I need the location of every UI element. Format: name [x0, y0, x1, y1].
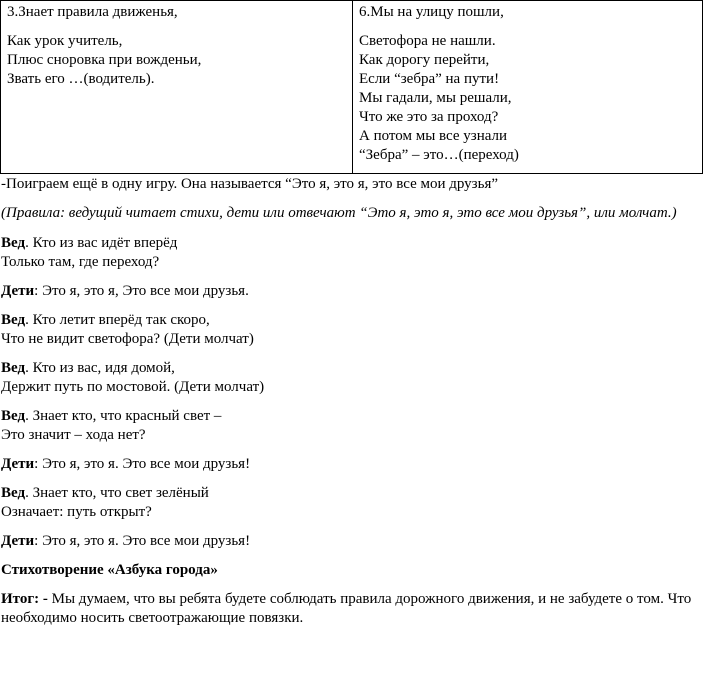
speaker-separator: . [25, 360, 29, 376]
dialogue-line: Кто из вас идёт вперёд [28, 235, 178, 251]
dialogue-paragraph [1, 484, 701, 522]
speaker-label: Дети [1, 533, 35, 549]
riddle-cell-left [1, 1, 353, 174]
dialogue-line: Знает кто, что свет зелёный [28, 485, 209, 501]
speaker-separator: . [25, 485, 29, 501]
summary-label: Итог: - [1, 591, 48, 607]
speaker-label: Вед [1, 485, 26, 501]
riddles-table [0, 0, 703, 174]
speaker-label: Дети [1, 456, 35, 472]
summary-paragraph [1, 590, 701, 628]
intro-paragraph: -Поиграем ещё в одну игру. Она называется “Это я, это я, это все мои друзья” [1, 176, 498, 192]
riddle-cell-right [353, 1, 703, 174]
riddle-line: Звать его …(водитель). [7, 71, 155, 87]
dialogue-paragraph [1, 311, 701, 349]
dialogue-line: Кто летит вперёд так скоро, [28, 312, 210, 328]
dialogue-line: Это значит – хода нет? [1, 427, 146, 443]
speaker-separator: . [25, 408, 29, 424]
poem-title [1, 561, 701, 580]
riddle-line: Если “зебра” на пути! [359, 71, 500, 87]
speaker-label: Вед [1, 312, 26, 328]
summary-text: Мы думаем, что вы ребята будете соблюдать правила дорожного движения, и не забудете о том. Что необходимо носить светоотражающие повязки. [1, 591, 692, 626]
poem-title-text: Стихотворение «Азбука города» [1, 562, 218, 578]
speaker-label: Вед [1, 408, 26, 424]
riddle-line: Плюс сноровка при вожденьи, [7, 52, 202, 68]
speaker-separator: . [25, 235, 29, 251]
document-body [1, 175, 701, 638]
speaker-label: Вед [1, 235, 26, 251]
dialogue-line: Держит путь по мостовой. (Дети молчат) [1, 379, 265, 395]
dialogue-line: Только там, где переход? [1, 254, 160, 270]
dialogue-line: Что не видит светофора? (Дети молчат) [1, 331, 254, 347]
riddle-line: “Зебра” – это…(переход) [359, 147, 519, 163]
riddle-title: 6.Мы на улицу пошли, [359, 4, 504, 20]
dialogue-line: Это я, это я, Это все мои друзья. [38, 283, 249, 299]
dialogue-paragraph [1, 407, 701, 445]
dialogue-paragraph [1, 234, 701, 272]
riddle-line: Светофора не нашли. [359, 33, 496, 49]
speaker-label: Дети [1, 283, 35, 299]
speaker-separator: : [34, 283, 39, 299]
dialogue-line: Кто из вас, идя домой, [28, 360, 175, 376]
speaker-separator: : [34, 533, 39, 549]
dialogue-paragraph [1, 532, 701, 551]
rules-paragraph: (Правила: ведущий читает стихи, дети или отвечают “Это я, это я, это все мои друзья”, или молчат.) [1, 205, 677, 221]
dialogue-line: Означает: путь открыт? [1, 504, 152, 520]
dialogue-line: Это я, это я. Это все мои друзья! [38, 456, 251, 472]
dialogue-paragraph [1, 359, 701, 397]
table-row [1, 1, 703, 174]
riddle-line: Как дорогу перейти, [359, 52, 490, 68]
speaker-label: Вед [1, 360, 26, 376]
riddle-title: 3.Знает правила движенья, [7, 4, 178, 20]
speaker-separator: . [25, 312, 29, 328]
riddle-line: Что же это за проход? [359, 109, 499, 125]
dialogue-line: Это я, это я. Это все мои друзья! [38, 533, 251, 549]
dialogue-paragraph [1, 282, 701, 301]
riddle-line: А потом мы все узнали [359, 128, 508, 144]
dialogue-paragraph [1, 455, 701, 474]
riddle-line: Мы гадали, мы решали, [359, 90, 512, 106]
dialogue-line: Знает кто, что красный свет – [28, 408, 222, 424]
speaker-separator: : [34, 456, 39, 472]
riddle-line: Как урок учитель, [7, 33, 123, 49]
